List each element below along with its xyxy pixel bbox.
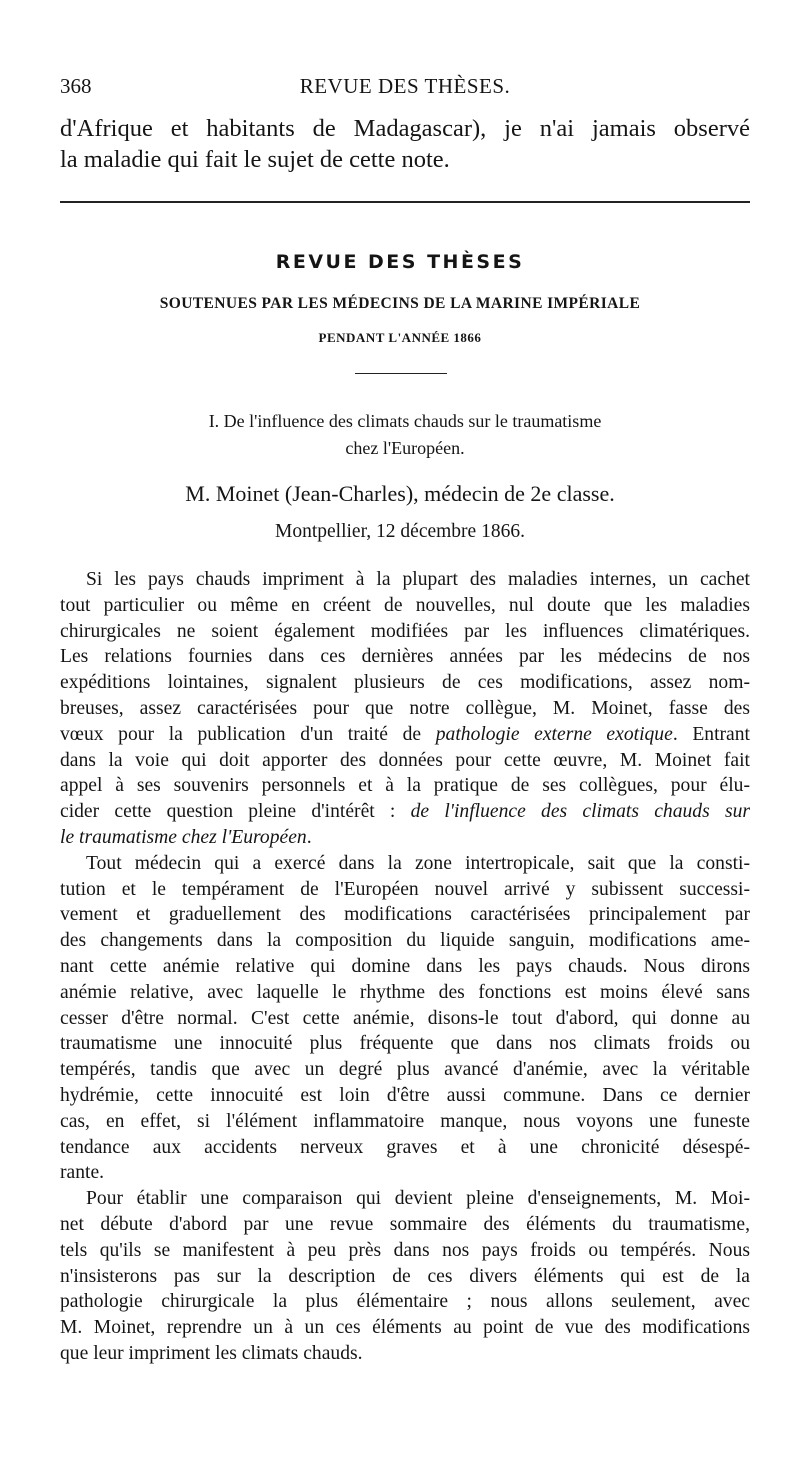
page-header (60, 74, 750, 102)
paragraph-3 (60, 1186, 750, 1367)
body-text (60, 567, 750, 1367)
thesis-author: M. Moinet (Jean-Charles), médecin de 2e classe. (185, 481, 615, 506)
text-line: tout particulier ou même en créent de nouvelles, nul doute que les maladies (60, 594, 750, 616)
text-line (60, 825, 750, 851)
thesis-title-line: I. De l'influence des climats chauds sur le traumatisme (208, 411, 602, 431)
text-line: Les relations fournies dans ces dernières années par les médecins de nos (60, 646, 750, 668)
text-line: tution et le tempérament de l'Européen nouvel arrivé y subissent successi- (60, 878, 750, 900)
text-line: appel à ses souvenirs personnels et à la pratique de ses collègues, pour élu- (60, 775, 750, 797)
carryover-line: d'Afrique et habitants de Madagascar), je n'ai jamais observé (60, 115, 750, 142)
text-segment: cider cette question pleine d'intérêt : (60, 801, 411, 823)
text-line: dans la voie qui doit apporter des données pour cette œuvre, M. Moinet fait (60, 749, 750, 771)
page-number: 368 (60, 74, 92, 98)
text-line (60, 722, 750, 748)
italic-title: de l'influence des climats chauds sur (410, 801, 750, 823)
text-line: breuses, assez caractérisées pour que notre collègue, M. Moinet, fasse des (60, 697, 750, 719)
thesis-place-date: Montpellier, 12 décembre 1866. (275, 521, 525, 542)
text-line: des changements dans la composition du liquide sanguin, modifications ame- (60, 930, 750, 952)
italic-title: pathologie externe exotique (435, 723, 673, 745)
text-line: Pour établir une comparaison qui devient pleine d'enseignements, M. Moi- (86, 1188, 750, 1210)
text-line: chirurgicales ne soient également modifiées par les influences climatériques. (60, 620, 750, 642)
text-line: rante. (60, 1162, 105, 1184)
thesis-title (60, 408, 750, 462)
text-line: tendance aux accidents nerveux graves et à une chronicité désespé- (60, 1136, 750, 1158)
text-segment: . (306, 826, 312, 848)
section-title: REVUE DES THÈSES (275, 251, 525, 273)
carryover-text (60, 113, 750, 175)
text-line: que leur impriment les climats chauds. (60, 1342, 363, 1364)
text-segment: vœux pour la publication d'un traité de (60, 723, 436, 745)
paragraph-2 (60, 851, 750, 1186)
text-line: pathologie chirurgicale la plus élémentaire ; nous allons seulement, avec (60, 1291, 750, 1313)
text-line: cesser d'être normal. C'est cette anémie, disons-le tout d'abord, qui donne au (60, 1007, 750, 1029)
thesis-title-line: chez l'Européen. (345, 438, 465, 458)
text-line: tempérés, tandis que avec un degré plus avancé d'anémie, avec la véritable (60, 1059, 750, 1081)
text-line: expéditions lointaines, signalent plusieurs de ces modifications, assez nom- (60, 672, 750, 694)
text-line: nant cette anémie relative qui domine dans les pays chauds. Nous dirons (60, 955, 750, 977)
text-line: vement et graduellement des modifications caractérisées principalement par (60, 904, 750, 926)
text-line: Tout médecin qui a exercé dans la zone intertropicale, sait que la consti- (86, 852, 750, 874)
running-head: REVUE DES THÈSES. (299, 74, 511, 98)
text-line: tels qu'ils se manifestent à peu près dans nos pays froids ou tempérés. Nous (60, 1239, 750, 1261)
short-divider (355, 373, 447, 374)
carryover-line: la maladie qui fait le sujet de cette note. (60, 146, 450, 173)
text-line: anémie relative, avec laquelle le rhythme des fonctions est moins élevé sans (60, 981, 750, 1003)
text-line: M. Moinet, reprendre un à un ces éléments au point de vue des modifications (60, 1317, 750, 1339)
text-line: net débute d'abord par une revue sommaire des éléments du traumatisme, (60, 1213, 750, 1235)
italic-title: le traumatisme chez l'Européen (60, 826, 307, 848)
text-line: Si les pays chauds impriment à la plupart des maladies internes, un cachet (86, 569, 750, 590)
section-subtitle: SOUTENUES PAR LES MÉDECINS DE LA MARINE IMPÉRIALE (159, 295, 641, 312)
text-line: traumatisme une innocuité plus fréquente que dans nos climats froids ou (60, 1033, 750, 1055)
text-line (60, 799, 750, 825)
text-segment: . Entrant (672, 723, 750, 745)
text-line: cas, en effet, si l'élément inflammatoire manque, nous voyons une funeste (60, 1110, 750, 1132)
text-line: n'insisterons pas sur la description de ces divers éléments qui est de la (60, 1265, 750, 1287)
section-divider (60, 201, 750, 203)
section-year-line: PENDANT L'ANNÉE 1866 (318, 330, 482, 345)
text-line: hydrémie, cette innocuité est loin d'être aussi commune. Dans ce dernier (60, 1084, 750, 1106)
paragraph-1 (60, 567, 750, 851)
